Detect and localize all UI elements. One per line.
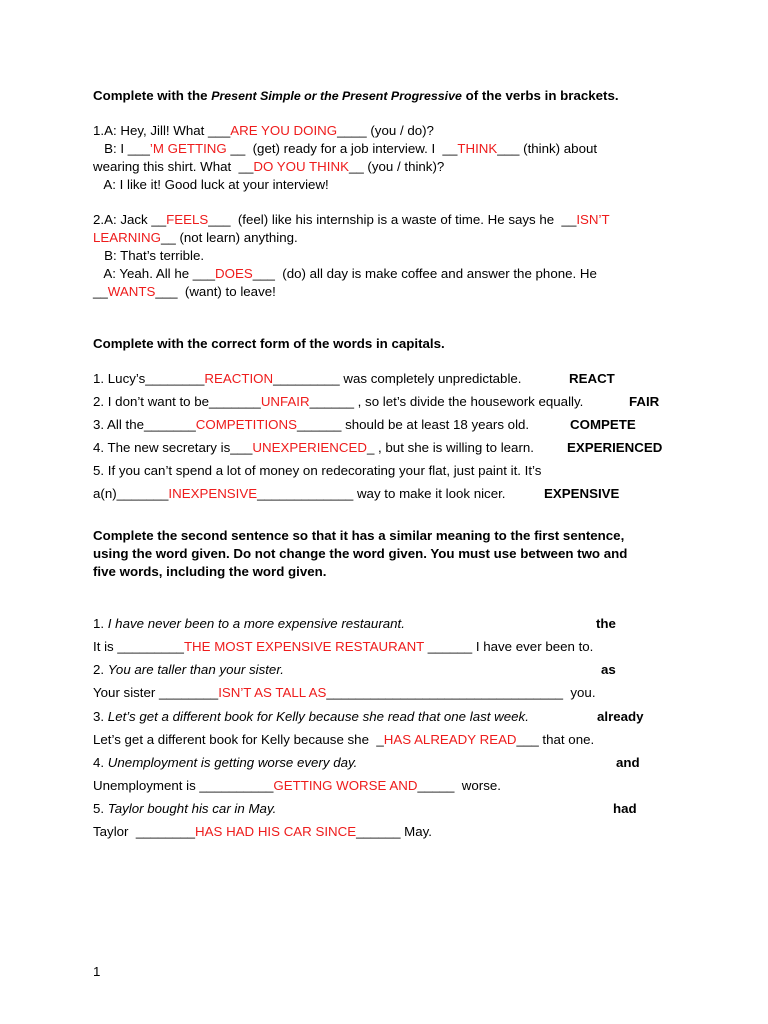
text-segment: Taylor ________ <box>93 824 196 839</box>
keyword: already <box>597 709 644 724</box>
text-segment: B: I ___ <box>93 141 150 156</box>
transform-item-4-second <box>93 777 501 795</box>
answer: COMPETITIONS <box>195 417 297 432</box>
answer: ’M GETTING <box>149 141 227 156</box>
text-segment: _ , but she is willing to learn. <box>366 440 534 455</box>
answer: REACTION <box>204 371 274 386</box>
instruction-emphasis: Present Simple or the Present Progressive <box>211 89 462 103</box>
keyword: the <box>596 616 616 631</box>
text-segment: 1. <box>93 616 108 631</box>
word-form-item-3 <box>93 416 529 434</box>
answer: UNEXPERIENCED <box>252 440 367 455</box>
text-segment: ___ (think) about <box>497 141 598 156</box>
text-segment: 1.A: Hey, Jill! What ___ <box>93 123 231 138</box>
answer: GETTING WORSE AND <box>273 778 418 793</box>
transform-item-1-second <box>93 638 593 656</box>
text-segment: ___ (feel) like his internship is a waste of time. He says he __ <box>208 212 577 227</box>
keyword: COMPETE <box>570 417 636 432</box>
transform-item-3-second <box>93 731 594 749</box>
text-segment: ______ I have ever been to. <box>424 639 594 654</box>
keyword: as <box>601 662 616 677</box>
text-segment: ____ (you / do)? <box>337 123 434 138</box>
text-segment: __ <box>93 284 108 299</box>
answer: WANTS <box>107 284 156 299</box>
section3-instruction-line1: Complete the second sentence so that it has a similar meaning to the first sentence, <box>93 528 625 543</box>
instruction-prefix: Complete with the <box>93 88 212 103</box>
text-segment: _____________ way to make it look nicer. <box>257 486 506 501</box>
text-segment: I have never been to a more expensive restaurant. <box>107 616 405 631</box>
text-segment: 2.A: Jack __ <box>93 212 167 227</box>
keyword: EXPERIENCED <box>567 440 663 455</box>
section3-instruction-line3: five words, including the word given. <box>93 564 327 579</box>
keyword: REACT <box>569 371 615 386</box>
answer: ISN’T <box>576 212 610 227</box>
answer: LEARNING <box>93 230 161 245</box>
answer: THINK <box>457 141 498 156</box>
page-number: 1 <box>93 964 101 979</box>
text-segment: 1. Lucy’s________ <box>93 371 205 386</box>
text-segment: __ (you / think)? <box>348 159 445 174</box>
keyword: EXPENSIVE <box>544 486 620 501</box>
keyword: FAIR <box>629 394 660 409</box>
q1-line-a1 <box>93 122 434 140</box>
q2-line-a3 <box>93 265 597 283</box>
text-segment: 2. I don’t want to be_______ <box>93 394 261 409</box>
word-form-item-2 <box>93 393 583 411</box>
text-segment: 5. <box>93 801 108 816</box>
text-segment: wearing this shirt. What __ <box>93 159 254 174</box>
section2-instruction: Complete with the correct form of the words in capitals. <box>93 336 445 351</box>
text-segment: 4. <box>93 755 108 770</box>
keyword: and <box>616 755 640 770</box>
word-form-item-5-line1: 5. If you can’t spend a lot of money on redecorating your flat, just paint it. It’s <box>93 463 542 478</box>
transform-item-5-second <box>93 823 432 841</box>
text-segment: ______ May. <box>356 824 433 839</box>
text-segment: 3. <box>93 709 108 724</box>
text-segment: ___ that one. <box>516 732 595 747</box>
text-segment: ________________________________ you. <box>326 685 596 700</box>
keyword: had <box>613 801 637 816</box>
q2-line-a4 <box>93 283 276 301</box>
transform-item-1-first <box>93 615 405 633</box>
text-segment: Your sister ________ <box>93 685 219 700</box>
transform-item-2-first <box>93 661 284 679</box>
answer: ARE YOU DOING <box>230 123 338 138</box>
answer: DO YOU THINK <box>253 159 349 174</box>
text-segment: ______ should be at least 18 years old. <box>297 417 530 432</box>
transform-item-5-first <box>93 800 276 818</box>
text-segment: ___ (want) to leave! <box>155 284 276 299</box>
text-segment: _________ was completely unpredictable. <box>273 371 522 386</box>
text-segment: Unemployment is __________ <box>93 778 274 793</box>
text-segment: It is _________ <box>93 639 184 654</box>
q2-line-a1 <box>93 211 610 229</box>
answer: ISN’T AS TALL AS <box>218 685 327 700</box>
transform-item-4-first <box>93 754 357 772</box>
q2-line-a2 <box>93 229 298 247</box>
q2-line-b1: B: That’s terrible. <box>93 248 205 263</box>
answer: HAS HAD HIS CAR SINCE <box>195 824 357 839</box>
text-segment: a(n)_______ <box>93 486 169 501</box>
text-segment: Let’s get a different book for Kelly because she read that one last week. <box>107 709 529 724</box>
text-segment: 4. The new secretary is___ <box>93 440 253 455</box>
word-form-item-4 <box>93 439 534 457</box>
text-segment: ___ (do) all day is make coffee and answer the phone. He <box>252 266 597 281</box>
section3-instruction-line2: using the word given. Do not change the word given. You must use between two and <box>93 546 628 561</box>
q1-line-b1 <box>93 140 597 158</box>
text-segment: _____ worse. <box>417 778 501 793</box>
answer: FEELS <box>166 212 209 227</box>
answer: INEXPENSIVE <box>168 486 258 501</box>
section1-instruction <box>93 87 619 105</box>
text-segment: 3. All the_______ <box>93 417 196 432</box>
text-segment: ______ , so let’s divide the housework equally. <box>309 394 584 409</box>
instruction-suffix: of the verbs in brackets. <box>461 88 619 103</box>
text-segment: 2. <box>93 662 108 677</box>
text-segment: Unemployment is getting worse every day. <box>107 755 358 770</box>
text-segment: You are taller than your sister. <box>107 662 284 677</box>
text-segment: __ (not learn) anything. <box>160 230 298 245</box>
answer: HAS ALREADY READ <box>383 732 517 747</box>
text-segment: Taylor bought his car in May. <box>107 801 277 816</box>
transform-item-2-second <box>93 684 596 702</box>
answer: DOES <box>215 266 253 281</box>
text-segment: __ (get) ready for a job interview. I __ <box>226 141 458 156</box>
answer: UNFAIR <box>260 394 310 409</box>
text-segment: Let’s get a different book for Kelly because she _ <box>93 732 384 747</box>
answer: THE MOST EXPENSIVE RESTAURANT <box>183 639 425 654</box>
word-form-item-5-line2 <box>93 485 506 503</box>
text-segment: A: Yeah. All he ___ <box>93 266 215 281</box>
q1-line-a2: A: I like it! Good luck at your interview! <box>93 177 329 192</box>
q1-line-b2 <box>93 158 444 176</box>
transform-item-3-first <box>93 708 529 726</box>
word-form-item-1 <box>93 370 522 388</box>
